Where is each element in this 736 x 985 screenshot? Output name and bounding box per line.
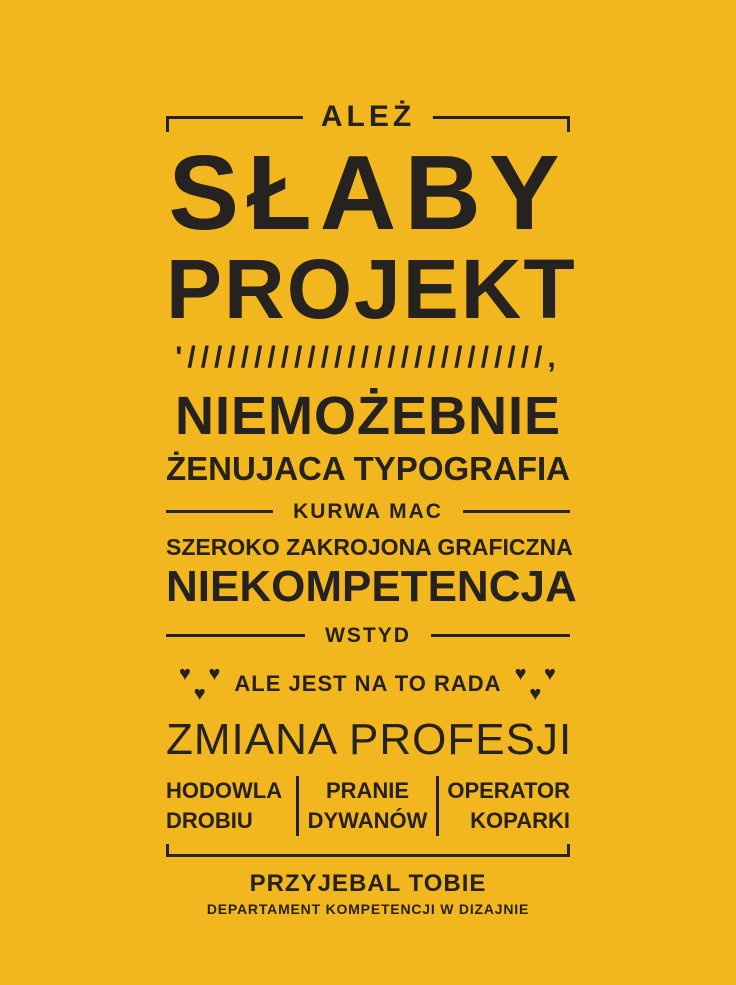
profession-line: DYWANÓW	[307, 808, 428, 834]
profession-hodowla-drobiu	[166, 776, 288, 835]
rule-line-right	[463, 510, 570, 513]
bottom-bracket-rule	[166, 844, 570, 857]
interjection-kurwa-mac: KURWA MAC	[293, 500, 443, 524]
profession-line: HODOWLA	[166, 778, 283, 804]
profession-line: DROBIU	[166, 808, 253, 834]
hearts-right-icon: ♥ ♥ ♥	[514, 663, 557, 706]
claim-niemozebnie: NIEMOŻEBNIE	[174, 386, 562, 447]
rule-row-wstyd	[166, 625, 570, 646]
remedy-intro-row	[166, 664, 570, 704]
hearts-left-icon: ♥ ♥ ♥	[179, 663, 222, 706]
claim-szeroko-zakrojona: SZEROKO ZAKROJONA GRAFICZNA	[166, 534, 573, 561]
title-line-projekt: PROJEKT	[166, 242, 577, 337]
hatch-divider: '///////////////////////////,	[175, 343, 561, 374]
profession-line: OPERATOR	[447, 778, 570, 804]
remedy-title-zmiana-profesji: ZMIANA PROFESJI	[166, 715, 573, 765]
column-divider-bar	[436, 776, 439, 835]
profession-line: PRANIE	[325, 778, 410, 804]
column-divider-bar	[296, 776, 299, 835]
kicker-text: ALEŻ	[303, 102, 433, 132]
claim-zenujaca-typografia: ŻENUJACA TYPOGRAFIA	[166, 450, 570, 488]
rule-line-left	[166, 510, 273, 513]
profession-line: KOPARKI	[470, 808, 570, 834]
typographic-poster	[166, 0, 577, 917]
professions-row	[166, 776, 570, 835]
claim-niekompetencja: NIEKOMPETENCJA	[166, 562, 577, 612]
title-line-slaby: SŁABY	[168, 134, 568, 252]
rule-line-left	[166, 634, 305, 637]
profession-operator-koparki	[447, 776, 570, 835]
footer-title: PRZYJEBAL TOBIE	[249, 869, 487, 897]
profession-pranie-dywanow	[307, 776, 429, 835]
rule-line-right	[431, 634, 570, 637]
remedy-intro-text: ALE JEST NA TO RADA	[234, 671, 502, 697]
footer-subtitle: DEPARTAMENT KOMPETENCJI W DIZAJNIE	[206, 900, 530, 917]
rule-row-kurwa-mac	[166, 501, 570, 522]
interjection-wstyd: WSTYD	[325, 624, 411, 648]
top-bracket-rule	[166, 100, 570, 133]
